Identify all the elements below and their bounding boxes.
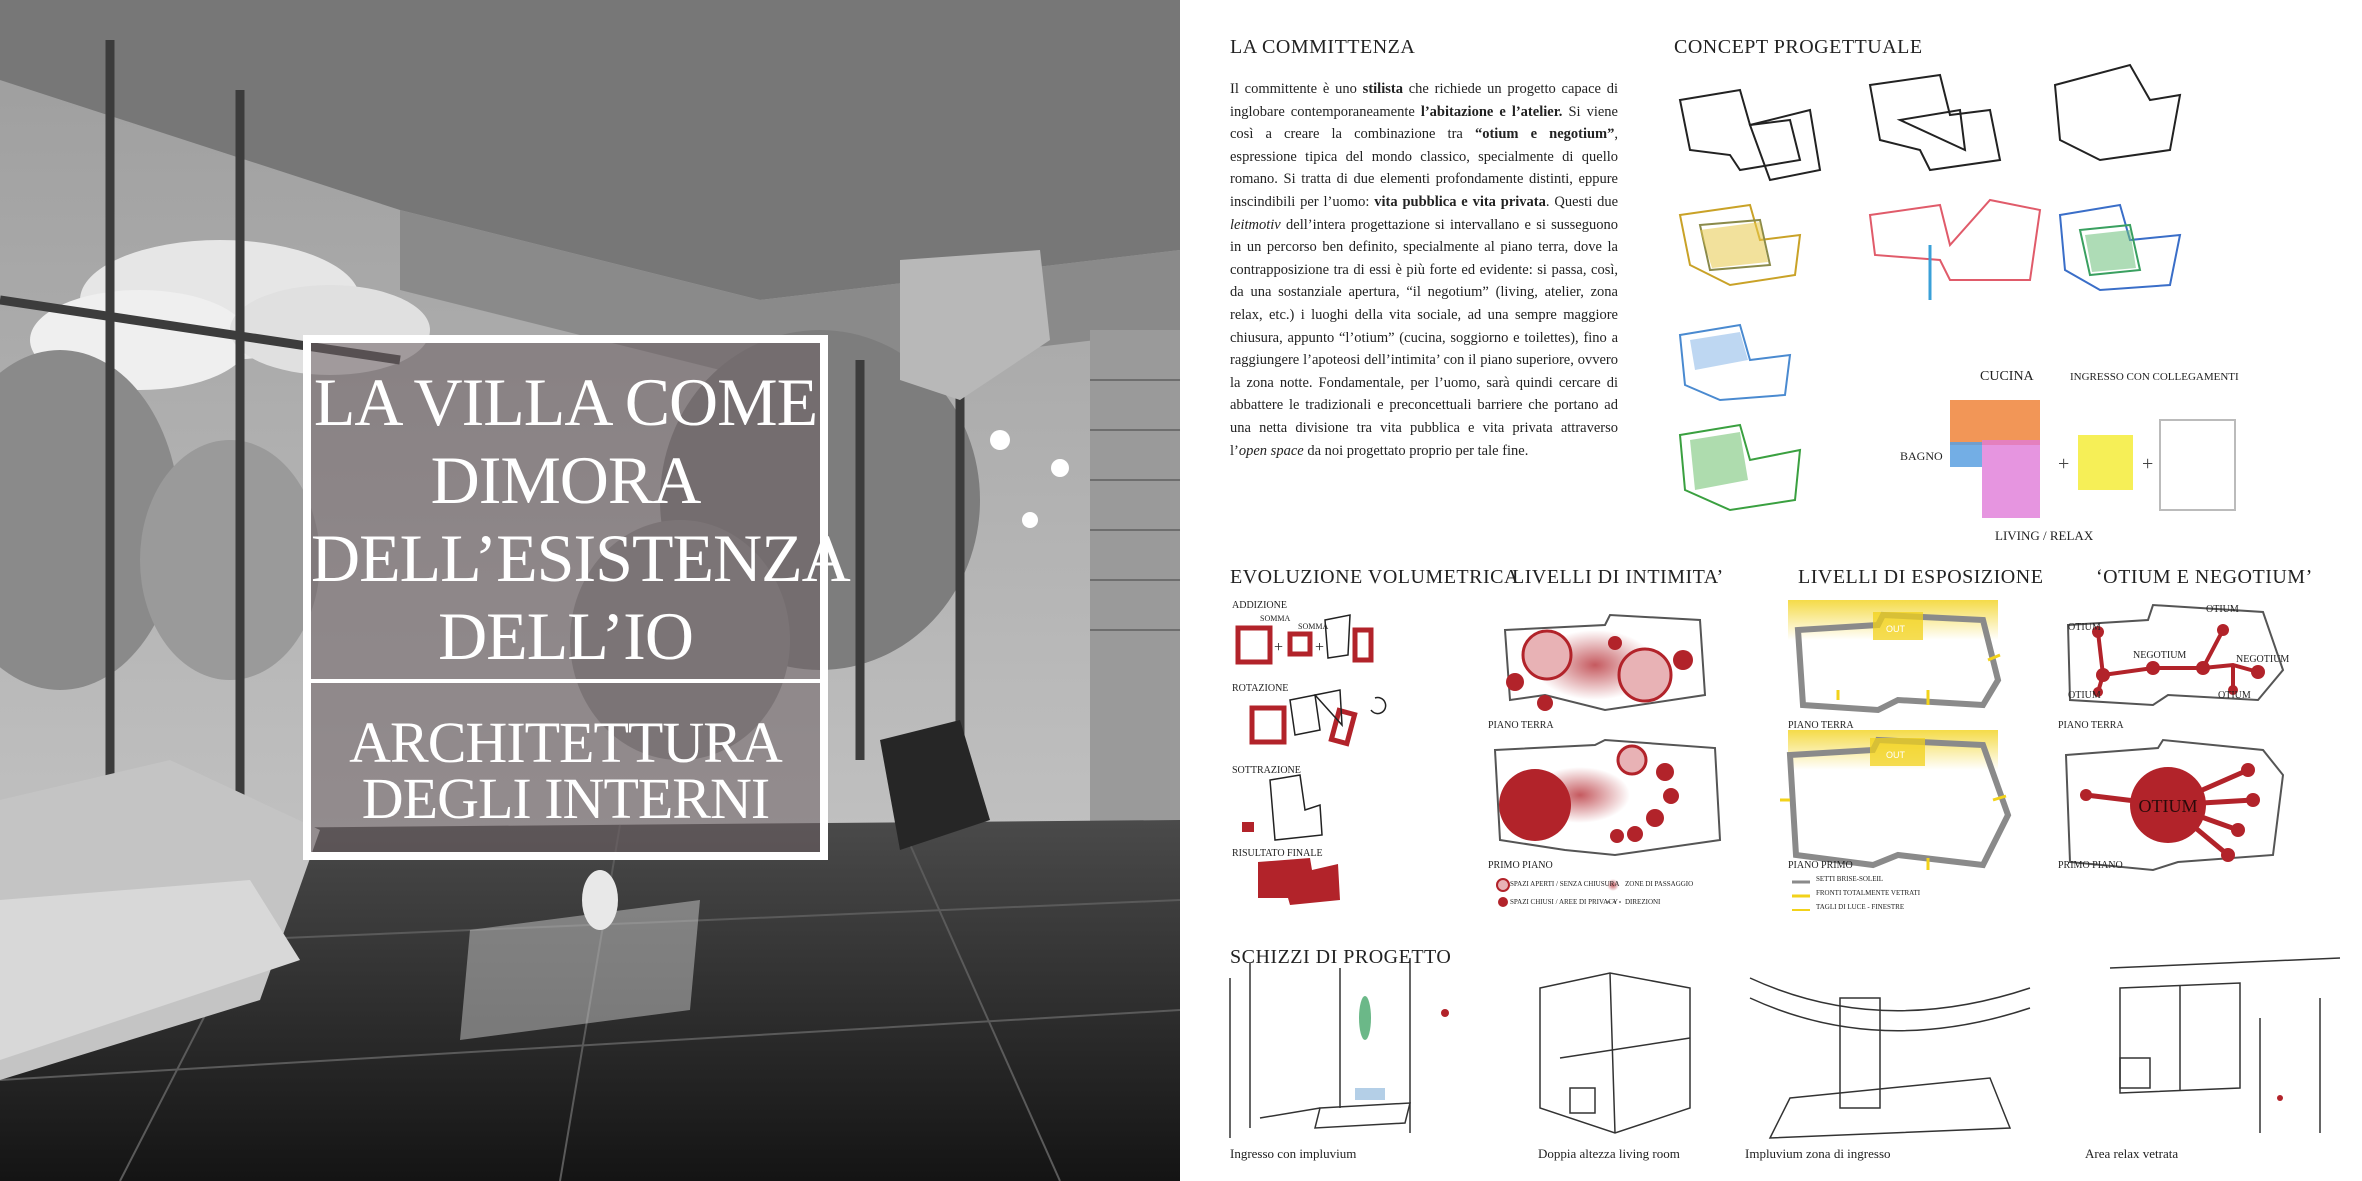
plan-label: PRIMO PIANO: [1488, 860, 1553, 871]
mini-label: SOMMA: [1260, 614, 1291, 623]
schizzo-caption: Doppia altezza living room: [1538, 1146, 1680, 1161]
title-divider: [311, 679, 820, 683]
otium-node-label: NEGOTIUM: [2236, 654, 2290, 665]
text-italic: leitmotiv: [1230, 216, 1281, 233]
otium-heading: ‘OTIUM E NEGOTIUM’: [2096, 566, 2313, 588]
cover-title-box: [303, 335, 850, 860]
intimita-heading: LIVELLI DI INTIMITA’: [1512, 566, 1724, 588]
schizzi-sketches: [1230, 958, 2350, 1138]
text-run: , espressione tipica del mondo classico, specialmente di quello romano. Si tratta di due elementi profondamente distinti, eppure inscindibili per l’uomo:: [1230, 126, 1619, 210]
step-label: ROTAZIONE: [1232, 683, 1289, 694]
evoluzione-diagram: [1230, 600, 1430, 940]
otium-diagram: [2058, 600, 2298, 890]
cover-title-line: DELL’ESISTENZA: [311, 520, 850, 596]
cover-title-line: LA VILLA COME: [313, 364, 818, 440]
plus-sign: +: [2142, 453, 2154, 475]
text-italic: open space: [1238, 442, 1304, 459]
step-label: RISULTATO FINALE: [1232, 848, 1323, 859]
intimita-diagram: [1485, 600, 1735, 900]
esposizione-diagram: [1778, 600, 2018, 920]
plus-sign: +: [1274, 639, 1284, 656]
sun-label: OUT: [1886, 624, 1905, 634]
cover-subtitle-line: DEGLI INTERNI: [361, 766, 770, 831]
text-bold: vita pubblica e vita privata: [1374, 193, 1546, 210]
plan-label: PIANO TERRA: [1488, 720, 1554, 731]
text-run: . Questi due: [1545, 193, 1619, 210]
text-bold: “otium e negotium”: [1474, 126, 1615, 143]
step-label: ADDIZIONE: [1232, 600, 1287, 611]
text-run: che richiede un progetto capace di inglobare contemporaneamente: [1230, 81, 1619, 120]
legend-item: ZONE DI PASSAGGIO: [1625, 880, 1694, 888]
schizzo-caption: Ingresso con impluvium: [1230, 1146, 1357, 1161]
text-run: dell’intera progettazione si intervallano e si susseguono in un percorso ben definito, specialmente al piano terra, dove la contrapposizione tra di essi è più forte ed evidente: si passa, così, da una sostanziale apertura, “il negotium” (living, atelier, zona relax, etc.) i luoghi della vita sociale, ad una sempre maggiore chiusura, appunto “l’otium” (cucina, soggiorno e toilettes), fino a raggiungere l’apoteosi dell’intimita’ con il piano superiore, ovvero la zona notte. Fondamentale, per l’uomo, sarà quindi cercare di abbattere le tradizionali e preconcettuali barriere che portano ad una netta divisione tra vita pubblica e vita privata attraverso l’: [1230, 216, 1618, 459]
legend-item: TAGLI DI LUCE - FINESTRE: [1816, 903, 1905, 911]
otium-node-label: OTIUM: [2218, 690, 2251, 701]
plan-label: PIANO TERRA: [2058, 720, 2124, 731]
legend-item: FRONTI TOTALMENTE VETRATI: [1816, 889, 1921, 897]
schizzo-caption: Impluvium zona di ingresso: [1745, 1146, 1891, 1161]
cover-subtitle-line: ARCHITETTURA: [349, 710, 782, 775]
cover-title: [311, 363, 850, 675]
plan-label: PIANO PRIMO: [1788, 860, 1853, 871]
otium-node-label: NEGOTIUM: [2133, 650, 2187, 661]
text-run: Il committente è uno: [1230, 81, 1363, 97]
mini-label: SOMMA: [1298, 622, 1329, 631]
concept-sketches: [1660, 40, 2320, 543]
legend-item: SETTI BRISE-SOLEIL: [1816, 875, 1884, 883]
text-run: da noi progettato proprio per tale fine.: [1303, 442, 1529, 459]
otium-node-label: OTIUM: [2206, 604, 2239, 615]
sketch-label: LIVING / RELAX: [1995, 528, 2094, 543]
committenza-text: [1230, 78, 1618, 462]
otium-node-label: OTIUM: [2068, 622, 2101, 633]
legend-item: SPAZI APERTI / SENZA CHIUSURA: [1510, 880, 1620, 888]
text-run: Si viene così a creare la combinazione tra: [1230, 103, 1618, 143]
legend-item: SPAZI CHIUSI / AREE DI PRIVACY: [1510, 898, 1618, 906]
schizzo-caption: Area relax vetrata: [2085, 1146, 2179, 1161]
step-label: SOTTRAZIONE: [1232, 765, 1301, 776]
evoluzione-heading: EVOLUZIONE VOLUMETRICA: [1230, 566, 1519, 588]
schizzi-heading: SCHIZZI DI PROGETTO: [1230, 946, 1452, 968]
committenza-heading: LA COMMITTENZA: [1230, 36, 1416, 58]
content-page: [1180, 0, 2362, 1181]
cover-title-line: DIMORA: [430, 442, 701, 518]
cover-subtitle: [311, 710, 820, 831]
concept-heading: CONCEPT PROGETTUALE: [1674, 36, 1923, 58]
cover-title-line: DELL’IO: [438, 598, 693, 674]
plus-sign: +: [1315, 639, 1325, 656]
plan-label: PRIMO PIANO: [2058, 860, 2123, 871]
esposizione-heading: LIVELLI DI ESPOSIZIONE: [1798, 566, 2044, 588]
text-bold: l’abitazione e l’atelier.: [1420, 103, 1563, 120]
cover-render: [0, 0, 1180, 1181]
plus-sign: +: [2058, 453, 2070, 475]
text-bold: stilista: [1362, 81, 1403, 97]
otium-big-label: OTIUM: [2138, 796, 2198, 816]
plan-label: PIANO TERRA: [1788, 720, 1854, 731]
sketch-label: INGRESSO CON COLLEGAMENTI: [2070, 371, 2239, 383]
legend-item: DIREZIONI: [1625, 898, 1661, 906]
sketch-label: CUCINA: [1980, 369, 2034, 384]
sketch-label: BAGNO: [1900, 449, 1943, 463]
otium-node-label: OTIUM: [2068, 690, 2101, 701]
sun-label: OUT: [1886, 750, 1905, 760]
